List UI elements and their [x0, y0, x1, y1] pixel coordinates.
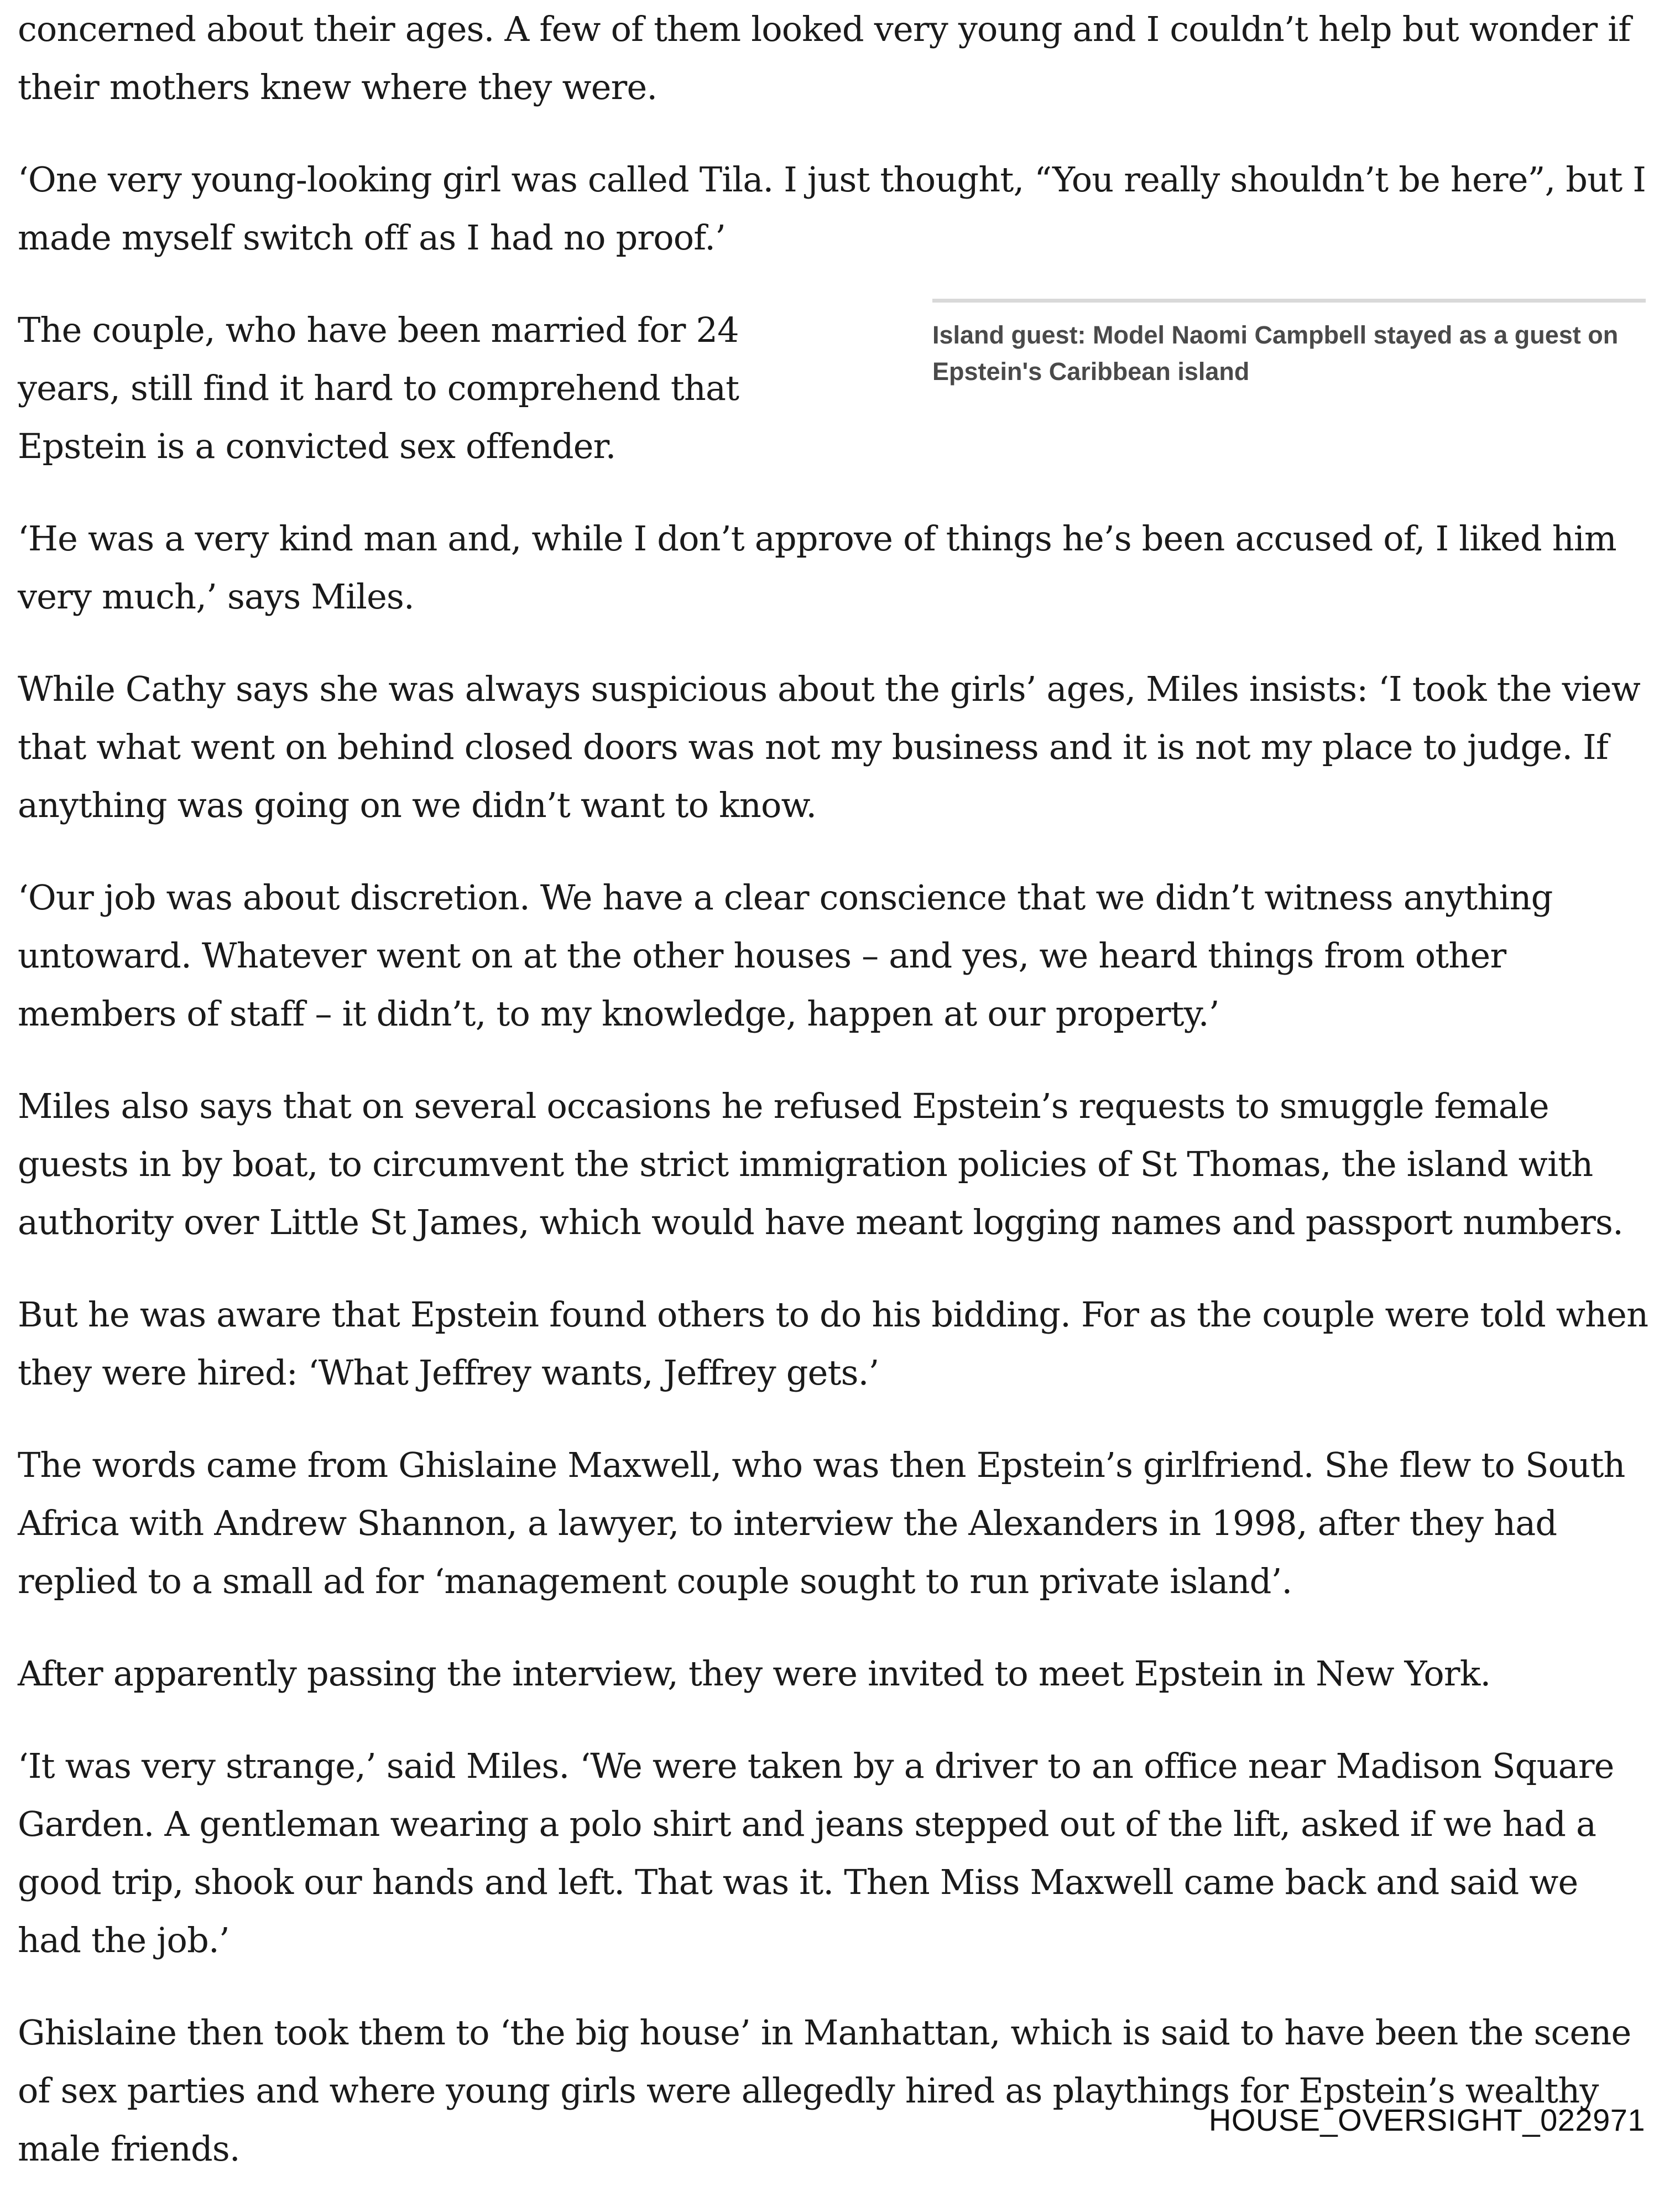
- article-paragraph: Ghislaine then took them to ‘the big house’ in Manhattan, which is said to have been the scene of sex parties and where young girls were allegedly hired as playthings for Epstein’s wealthy male friends.: [18, 2012, 1631, 2169]
- article-paragraph: ‘One very young-looking girl was called Tila. I just thought, “You really shouldn’t be here”, but I made myself switch off as I had no proof.’: [18, 159, 1646, 258]
- article-paragraph: ‘Our job was about discretion. We have a clear conscience that we didn’t witness anything untoward. Whatever went on at the other houses – and yes, we heard things from other members of staff – it didn’t, to my knowledge, happen at our property.’: [18, 877, 1553, 1034]
- article-paragraph: After apparently passing the interview, they were invited to meet Epstein in New York.: [18, 1653, 1491, 1694]
- article-paragraph: The words came from Ghislaine Maxwell, who was then Epstein’s girlfriend. She flew to South Africa with Andrew Shannon, a lawyer, to interview the Alexanders in 1998, after they had replied to a small ad for ‘management couple sought to run private island’.: [18, 1445, 1625, 1601]
- article-paragraph: The couple, who have been married for 24 years, still find it hard to comprehend that Epstein is a convicted sex offender.: [18, 310, 739, 466]
- document-id-stamp: HOUSE_OVERSIGHT_022971: [1208, 2102, 1645, 2137]
- article-paragraph: Miles also says that on several occasions he refused Epstein’s requests to smuggle female guests in by boat, to circumvent the strict immigration policies of St Thomas, the island with authority over Little St James, which would have meant logging names and passport numbers.: [18, 1086, 1623, 1242]
- image-caption-text: Island guest: Model Naomi Campbell stayed as a guest on Epstein's Caribbean island: [932, 321, 1619, 386]
- article-paragraph: ‘He was a very kind man and, while I don’t approve of things he’s been accused of, I liked him very much,’ says Miles.: [18, 518, 1616, 617]
- article-paragraph: ‘It was very strange,’ said Miles. ‘We were taken by a driver to an office near Madison Square Garden. A gentleman wearing a polo shirt and jeans stepped out of the lift, asked if we had a good trip, shook our hands and left. That was it. Then Miss Maxwell came back and said we had the job.’: [18, 1746, 1614, 1960]
- image-caption: [932, 299, 1646, 390]
- article-paragraph: While Cathy says she was always suspicious about the girls’ ages, Miles insists: ‘I took the view that what went on behind closed doors was not my business and it is not my place to judge. If anything was going on we didn’t want to know.: [18, 669, 1641, 825]
- article-paragraph: But he was aware that Epstein found others to do his bidding. For as the couple were told when they were hired: ‘What Jeffrey wants, Jeffrey gets.’: [18, 1294, 1648, 1393]
- article-paragraph: concerned about their ages. A few of them looked very young and I couldn’t help but wonder if their mothers knew where they were.: [18, 9, 1631, 107]
